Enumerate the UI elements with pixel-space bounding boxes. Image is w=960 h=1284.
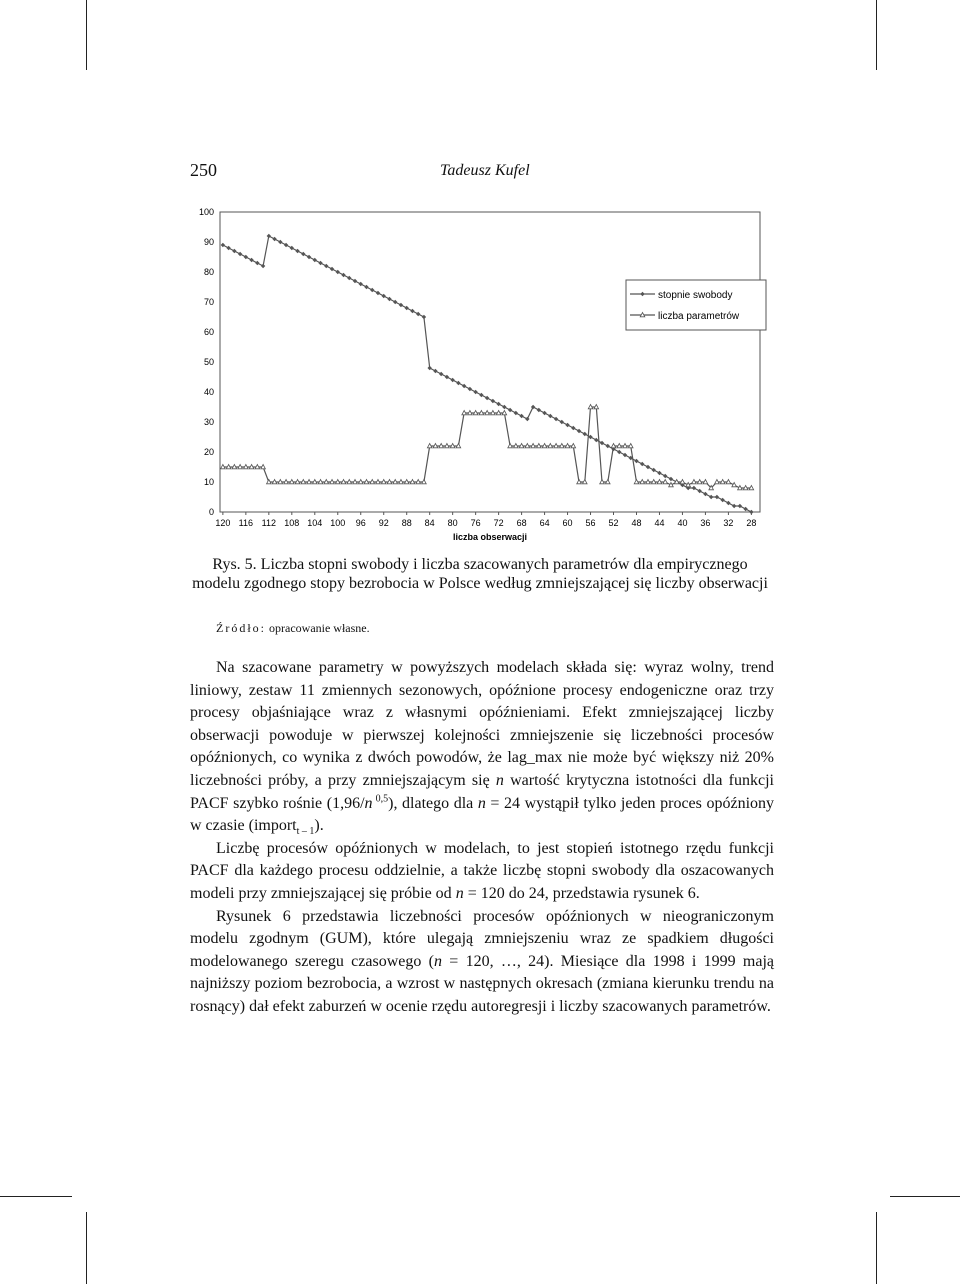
data-point-stopnie-swobody	[313, 258, 317, 262]
data-point-stopnie-swobody	[531, 405, 535, 409]
data-point-stopnie-swobody	[657, 471, 661, 475]
data-point-stopnie-swobody	[353, 279, 357, 283]
data-point-stopnie-swobody	[232, 249, 236, 253]
data-point-stopnie-swobody	[341, 273, 345, 277]
y-tick-label: 50	[203, 357, 214, 367]
data-point-stopnie-swobody	[514, 411, 518, 415]
data-point-stopnie-swobody	[583, 432, 587, 436]
y-tick-label: 70	[203, 297, 214, 307]
paragraph-1	[190, 657, 774, 838]
data-point-stopnie-swobody	[554, 417, 558, 421]
x-tick-label: 40	[677, 518, 688, 528]
x-tick-label: 92	[378, 518, 389, 528]
data-point-stopnie-swobody	[295, 249, 299, 253]
data-point-stopnie-swobody	[508, 408, 512, 412]
data-point-stopnie-swobody	[473, 390, 477, 394]
series-lines	[221, 234, 754, 514]
data-point-stopnie-swobody	[720, 498, 724, 502]
data-point-stopnie-swobody	[726, 501, 730, 505]
data-point-stopnie-swobody	[525, 417, 529, 421]
p1-var-n: n	[495, 771, 504, 789]
data-point-stopnie-swobody	[249, 258, 253, 262]
data-point-stopnie-swobody	[697, 489, 701, 493]
body-text	[190, 657, 774, 1019]
paragraph-2	[190, 838, 774, 906]
x-tick-label: 96	[355, 518, 366, 528]
p1-text-a: Na szacowane parametry w powyższych modelach składa się: wyraz wolny, trend liniowy, zestaw 11 zmiennych sezonowych, opóźnione procesy endogeniczne oraz trzy procesy objaśniające wraz z własnymi opóźnieniami. Efekt zmniejszającej liczby obserwacji powoduje w pierwszej kolejności zmniejszenie się liczebności procesów opóźnionych, co wynika z dwóch powodów, że lag_max nie może być większy niż 20% liczebności próby, a przy zmniejszającym się	[190, 659, 774, 789]
plot-frame	[220, 212, 760, 512]
data-point-stopnie-swobody	[387, 297, 391, 301]
x-tick-label: 64	[539, 518, 550, 528]
data-point-stopnie-swobody	[715, 495, 719, 499]
source-label: Źródło:	[216, 621, 266, 635]
data-point-stopnie-swobody	[468, 387, 472, 391]
data-point-stopnie-swobody	[634, 459, 638, 463]
data-point-stopnie-swobody	[743, 507, 747, 511]
data-point-stopnie-swobody	[617, 450, 621, 454]
crop-mark-bottom-left-h	[0, 1196, 72, 1197]
data-point-stopnie-swobody	[290, 246, 294, 250]
data-point-stopnie-swobody	[542, 411, 546, 415]
data-point-stopnie-swobody	[519, 414, 523, 418]
data-point-stopnie-swobody	[347, 276, 351, 280]
p1-exponent: 0,5	[372, 793, 389, 805]
y-tick-label: 30	[203, 417, 214, 427]
p1-var-n: n	[364, 794, 373, 812]
data-point-stopnie-swobody	[284, 243, 288, 247]
data-point-stopnie-swobody	[479, 393, 483, 397]
y-tick-label: 10	[203, 477, 214, 487]
data-point-stopnie-swobody	[646, 465, 650, 469]
y-tick-label: 20	[203, 447, 214, 457]
x-tick-label: 100	[330, 518, 346, 528]
x-tick-label: 80	[447, 518, 458, 528]
source-text: opracowanie własne.	[266, 621, 370, 635]
data-point-stopnie-swobody	[336, 270, 340, 274]
data-point-stopnie-swobody	[606, 444, 610, 448]
data-point-stopnie-swobody	[382, 294, 386, 298]
data-point-stopnie-swobody	[427, 366, 431, 370]
crop-mark-top-right	[876, 0, 877, 70]
data-point-stopnie-swobody	[221, 243, 225, 247]
x-axis	[215, 512, 756, 528]
data-point-stopnie-swobody	[416, 312, 420, 316]
line-chart	[190, 200, 770, 545]
data-point-stopnie-swobody	[405, 306, 409, 310]
p3-text-a: Rysunek 6 przedstawia liczebności procesów opóźnionych w nieograniczonym modelu zgodnym (GUM), które ulegają zmniejszeniu wraz ze spadkiem długości modelowanego szeregu czasowego (	[190, 907, 774, 970]
data-point-stopnie-swobody	[485, 396, 489, 400]
p1-var-n: n	[477, 794, 486, 812]
data-point-stopnie-swobody	[537, 408, 541, 412]
data-point-stopnie-swobody	[738, 504, 742, 508]
p1-text-d: = 24 wystąpił tylko jeden proces opóźniony w czasie (import	[190, 794, 775, 835]
data-point-stopnie-swobody	[393, 300, 397, 304]
y-tick-label: 100	[198, 207, 214, 217]
crop-mark-bottom-right-h	[890, 1196, 960, 1197]
crop-mark-top-left	[86, 0, 87, 70]
x-tick-label: 44	[654, 518, 665, 528]
crop-mark-bottom-left-v	[86, 1212, 87, 1284]
p1-text-c: ), dlatego dla	[388, 794, 478, 812]
legend-label-2: liczba parametrów	[658, 311, 740, 322]
x-tick-label: 76	[470, 518, 481, 528]
data-point-stopnie-swobody	[462, 384, 466, 388]
data-point-stopnie-swobody	[324, 264, 328, 268]
data-point-stopnie-swobody	[359, 282, 363, 286]
data-point-stopnie-swobody	[433, 369, 437, 373]
p2-var-n: n	[455, 884, 464, 902]
data-point-stopnie-swobody	[588, 435, 592, 439]
data-point-stopnie-swobody	[307, 255, 311, 259]
crop-mark-bottom-right-v	[876, 1212, 877, 1284]
data-point-stopnie-swobody	[548, 414, 552, 418]
legend-box	[626, 280, 766, 330]
data-point-stopnie-swobody	[491, 399, 495, 403]
page-number: 250	[190, 160, 217, 180]
x-tick-label: 48	[631, 518, 642, 528]
data-point-stopnie-swobody	[255, 261, 259, 265]
p2-text-a: Liczbę procesów opóźnionych w modelach, to jest stopień istotnego rzędu funkcji PACF dla każdego procesu oddzielnie, a także liczbę stopni swobody dla oszacowanych modeli przy zmniejszającej się próbie od	[190, 839, 774, 902]
data-point-stopnie-swobody	[445, 375, 449, 379]
data-point-stopnie-swobody	[272, 237, 276, 241]
data-point-stopnie-swobody	[594, 438, 598, 442]
data-point-stopnie-swobody	[703, 492, 707, 496]
figure-caption: Rys. 5. Liczba stopni swobody i liczba szacowanych parametrów dla empirycznego modelu zgodnego stopy bezrobocia w Polsce według zmniejszającej się liczby obserwacji	[192, 556, 768, 592]
x-tick-label: 120	[215, 518, 231, 528]
paragraph-3	[190, 906, 774, 1019]
figure-source	[216, 621, 370, 636]
data-point-stopnie-swobody	[301, 252, 305, 256]
data-point-stopnie-swobody	[502, 405, 506, 409]
data-point-stopnie-swobody	[399, 303, 403, 307]
series-line-1	[223, 236, 752, 512]
x-tick-label: 28	[746, 518, 757, 528]
x-tick-label: 112	[261, 518, 277, 528]
x-tick-label: 52	[608, 518, 619, 528]
data-point-stopnie-swobody	[560, 420, 564, 424]
x-tick-label: 32	[723, 518, 734, 528]
data-point-stopnie-swobody	[577, 429, 581, 433]
x-tick-label: 68	[516, 518, 527, 528]
data-point-stopnie-swobody	[709, 495, 713, 499]
x-tick-label: 88	[401, 518, 412, 528]
data-point-stopnie-swobody	[244, 255, 248, 259]
data-point-stopnie-swobody	[692, 486, 696, 490]
x-tick-label: 36	[700, 518, 711, 528]
legend-label-1: stopnie swobody	[658, 290, 733, 301]
data-point-stopnie-swobody	[623, 453, 627, 457]
p1-text-e: ).	[314, 817, 324, 835]
data-point-stopnie-swobody	[261, 264, 265, 268]
y-tick-label: 90	[203, 237, 214, 247]
series-line-2	[223, 407, 752, 488]
x-tick-label: 84	[424, 518, 435, 528]
y-axis	[199, 207, 760, 517]
data-point-stopnie-swobody	[571, 426, 575, 430]
data-point-stopnie-swobody	[370, 288, 374, 292]
data-point-stopnie-swobody	[422, 315, 426, 319]
y-tick-label: 80	[203, 267, 214, 277]
data-point-stopnie-swobody	[278, 240, 282, 244]
data-point-stopnie-swobody	[410, 309, 414, 313]
x-tick-label: 116	[238, 518, 254, 528]
data-point-stopnie-swobody	[330, 267, 334, 271]
x-tick-label: 56	[585, 518, 596, 528]
x-tick-label: 104	[307, 518, 323, 528]
running-head-author: Tadeusz Kufel	[440, 162, 530, 179]
p1-text-b: wartość krytyczna istotności dla funkcji PACF szybko rośnie (1,96/	[190, 771, 775, 812]
data-point-stopnie-swobody	[450, 378, 454, 382]
y-tick-label: 60	[203, 327, 214, 337]
x-tick-label: 60	[562, 518, 573, 528]
data-point-stopnie-swobody	[640, 462, 644, 466]
y-tick-label: 0	[208, 507, 214, 517]
data-point-stopnie-swobody	[496, 402, 500, 406]
legend	[626, 280, 766, 330]
data-point-stopnie-swobody	[267, 234, 271, 238]
y-tick-label: 40	[203, 387, 214, 397]
data-point-stopnie-swobody	[669, 477, 673, 481]
data-point-stopnie-swobody	[318, 261, 322, 265]
p2-text-b: = 120 do 24, przedstawia rysunek 6.	[463, 884, 700, 902]
data-point-stopnie-swobody	[364, 285, 368, 289]
data-point-stopnie-swobody	[663, 474, 667, 478]
data-point-stopnie-swobody	[456, 381, 460, 385]
data-point-stopnie-swobody	[226, 246, 230, 250]
data-point-stopnie-swobody	[652, 468, 656, 472]
p3-text-b: = 120, …, 24). Miesiące dla 1998 i 1999 mają najniższy poziom bezrobocia, a wzrost w następnych okresach (zmiana kierunku trendu na rosnący) dał efekt zaburzeń w ocenie rzędu autoregresji i liczby szacowanych parametrów.	[190, 952, 775, 1015]
data-point-stopnie-swobody	[749, 510, 753, 514]
p3-var-n: n	[433, 952, 442, 970]
x-tick-label: 72	[493, 518, 504, 528]
data-point-stopnie-swobody	[439, 372, 443, 376]
x-tick-label: 108	[284, 518, 300, 528]
data-point-stopnie-swobody	[732, 504, 736, 508]
data-point-stopnie-swobody	[600, 441, 604, 445]
x-axis-title: liczba obserwacji	[452, 532, 528, 542]
data-point-stopnie-swobody	[238, 252, 242, 256]
p1-subscript: t – 1	[296, 826, 315, 838]
data-point-stopnie-swobody	[376, 291, 380, 295]
data-point-stopnie-swobody	[565, 423, 569, 427]
